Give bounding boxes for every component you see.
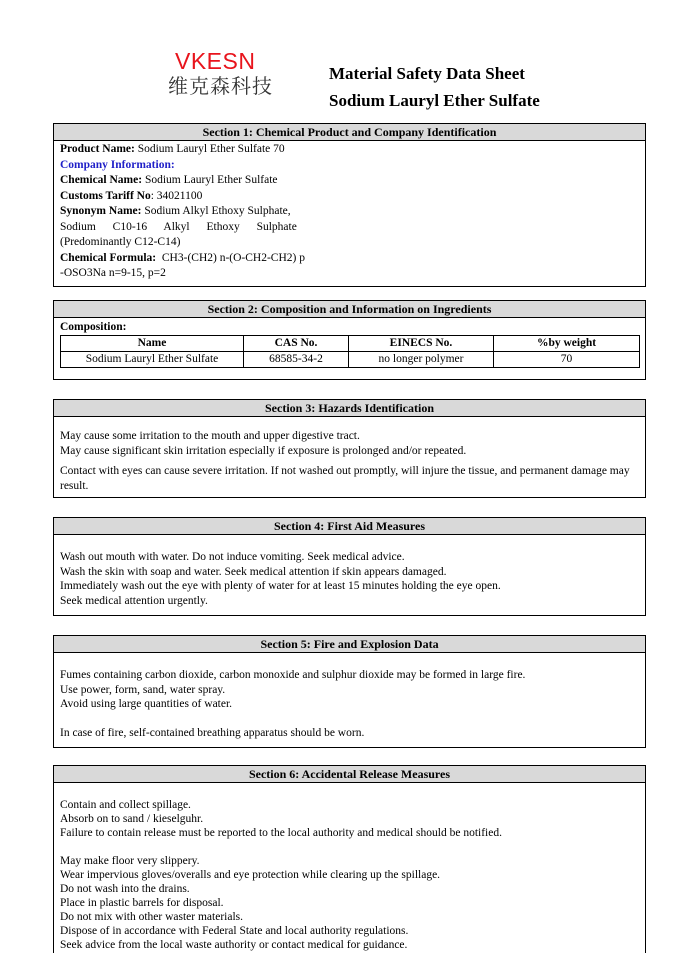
section-4 — [53, 517, 646, 616]
synonym-line-2: Sodium C10-16 Alkyl Ethoxy Sulphate — [60, 220, 297, 233]
chemical-name-value: Sodium Lauryl Ether Sulfate — [142, 174, 278, 186]
composition-label: Composition: — [60, 321, 127, 333]
section-6-title: Section 6: Accidental Release Measures — [54, 766, 645, 783]
company-info-label: Company Information: — [60, 158, 175, 171]
release-line: Wear impervious gloves/overalls and eye protection while clearing up the spillage. — [60, 869, 441, 881]
first-aid-line: Seek medical attention urgently. — [60, 594, 208, 607]
release-line: Contain and collect spillage. — [60, 799, 191, 811]
chemical-formula-line-2: -OSO3Na n=9-15, p=2 — [60, 267, 166, 279]
chemical-formula-label: Chemical Formula: — [60, 251, 157, 264]
section-3 — [53, 399, 646, 498]
section-1-title: Section 1: Chemical Product and Company Identification — [54, 124, 645, 141]
fire-line: In case of fire, self-contained breathing apparatus should be worn. — [60, 726, 365, 739]
release-line: Dispose of in accordance with Federal State and local authority regulations. — [60, 925, 409, 937]
column-header: Name — [61, 335, 244, 351]
release-line: Absorb on to sand / kieselguhr. — [60, 813, 204, 825]
product-name-value: Sodium Lauryl Ether Sulfate 70 — [134, 143, 285, 155]
title-line-1: Material Safety Data Sheet — [329, 64, 525, 83]
table-row — [61, 351, 640, 367]
section-5-title: Section 5: Fire and Explosion Data — [54, 636, 645, 653]
table-cell: no longer polymer — [349, 351, 494, 367]
section-2 — [53, 300, 646, 380]
hazard-line: May cause some irritation to the mouth and upper digestive tract. — [60, 430, 360, 442]
column-header: %by weight — [494, 335, 640, 351]
synonym-name-value: Sodium Alkyl Ethoxy Sulphate, — [141, 205, 291, 217]
column-header: EINECS No. — [349, 335, 494, 351]
title-line-2: Sodium Lauryl Ether Sulfate — [329, 91, 540, 110]
section-6 — [53, 765, 646, 953]
composition-table — [60, 335, 640, 368]
section-1 — [53, 123, 646, 287]
section-3-title: Section 3: Hazards Identification — [54, 400, 645, 417]
synonym-name-label: Synonym Name: — [60, 205, 142, 217]
hazard-line: May cause significant skin irritation especially if exposure is prolonged and/or repeated. — [60, 444, 467, 457]
logo-english: VKESN — [175, 48, 256, 74]
logo-chinese: 维克森科技 — [168, 74, 273, 98]
section-5 — [53, 635, 646, 748]
chemical-formula-value: CH3-(CH2) n-(O-CH2-CH2) p — [161, 251, 305, 264]
fire-line: Avoid using large quantities of water. — [60, 698, 233, 710]
release-line: Do not mix with other waster materials. — [60, 911, 244, 923]
release-line: Do not wash into the drains. — [60, 883, 190, 895]
release-line: Seek advice from the local waste authority or contact medical for guidance. — [60, 939, 408, 951]
section-4-title: Section 4: First Aid Measures — [54, 518, 645, 535]
release-line: May make floor very slippery. — [60, 855, 200, 867]
first-aid-line: Wash out mouth with water. Do not induce vomiting. Seek medical advice. — [60, 551, 405, 563]
customs-tariff-label: Customs Tariff No — [60, 189, 151, 202]
composition-table-header — [61, 335, 640, 351]
fire-line: Fumes containing carbon dioxide, carbon monoxide and sulphur dioxide may be formed in large fire. — [60, 669, 526, 681]
company-logo — [168, 48, 298, 98]
first-aid-line: Wash the skin with soap and water. Seek medical attention if skin appears damaged. — [60, 565, 447, 578]
table-cell: Sodium Lauryl Ether Sulfate — [61, 351, 244, 367]
fire-line: Use power, form, sand, water spray. — [60, 683, 226, 696]
hazard-line: Contact with eyes can cause severe irritation. If not washed out promptly, will injure the tissue, and permanent damage may result. — [60, 465, 630, 492]
customs-tariff-value: : 34021100 — [150, 189, 203, 202]
section-2-title: Section 2: Composition and Information on Ingredients — [54, 301, 645, 318]
table-cell: 70 — [494, 351, 640, 367]
synonym-line-3: (Predominantly C12-C14) — [60, 236, 181, 248]
release-line: Failure to contain release must be reported to the local authority and medical should be notified. — [60, 827, 502, 839]
chemical-name-label: Chemical Name: — [60, 174, 143, 186]
column-header: CAS No. — [244, 335, 349, 351]
product-name-label: Product Name: — [60, 143, 135, 155]
table-cell: 68585-34-2 — [244, 351, 349, 367]
document-title — [329, 60, 540, 114]
release-line: Place in plastic barrels for disposal. — [60, 897, 224, 909]
first-aid-line: Immediately wash out the eye with plenty of water for at least 15 minutes holding the eye open. — [60, 580, 501, 592]
